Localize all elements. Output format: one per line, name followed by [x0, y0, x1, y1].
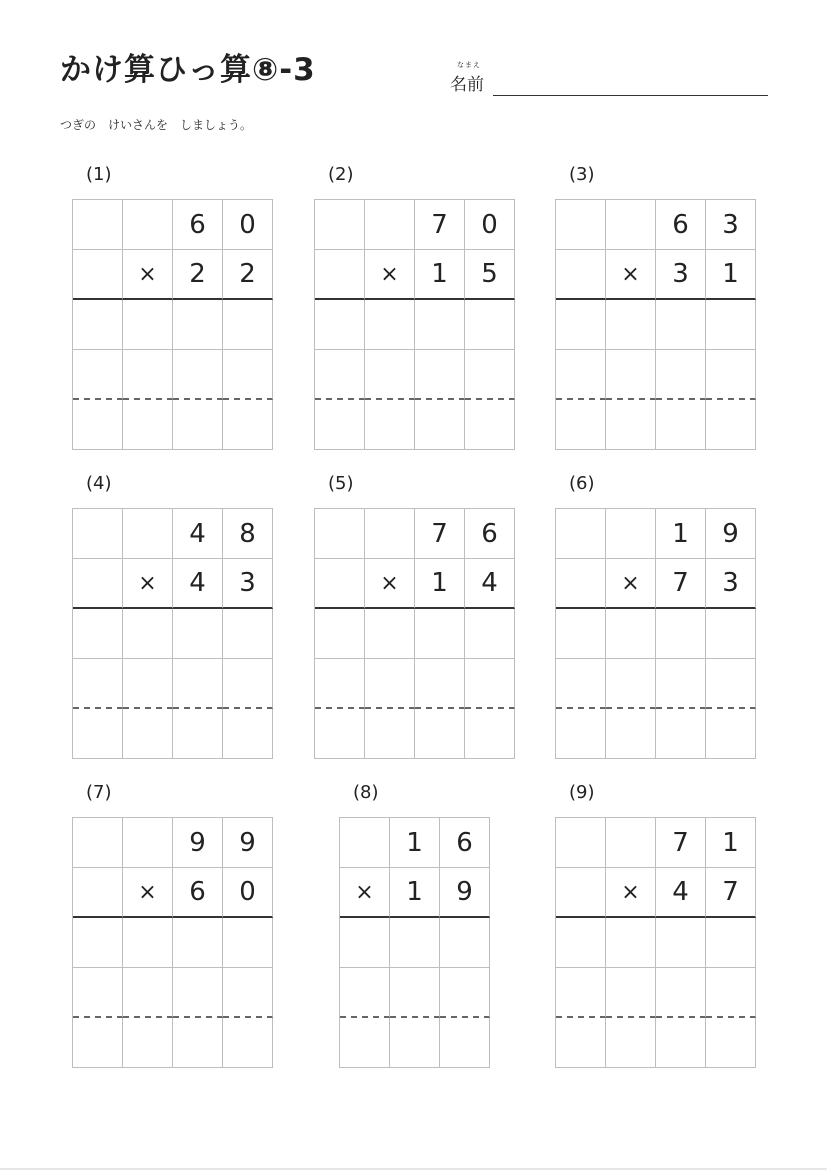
answer-cell[interactable] — [556, 350, 606, 400]
answer-cell[interactable] — [390, 968, 440, 1018]
multiplicand-digit — [556, 509, 606, 559]
answer-cell[interactable] — [365, 400, 415, 450]
answer-cell[interactable] — [73, 300, 123, 350]
multiplier-digit: 3 — [223, 559, 273, 609]
answer-cell[interactable] — [606, 968, 656, 1018]
answer-cell[interactable] — [173, 968, 223, 1018]
answer-cell[interactable] — [656, 300, 706, 350]
answer-cell[interactable] — [223, 400, 273, 450]
multiplicand-digit: 0 — [465, 200, 515, 250]
multiplicand-digit: 6 — [173, 200, 223, 250]
answer-cell[interactable] — [656, 350, 706, 400]
problem-grid — [72, 817, 273, 1068]
multiplier-digit — [556, 250, 606, 300]
answer-cell[interactable] — [465, 609, 515, 659]
answer-cell[interactable] — [73, 400, 123, 450]
answer-cell[interactable] — [465, 400, 515, 450]
answer-cell[interactable] — [223, 918, 273, 968]
problem-label: (1) — [86, 164, 112, 185]
answer-cell[interactable] — [73, 350, 123, 400]
multiplicand-digit — [73, 200, 123, 250]
answer-cell[interactable] — [73, 1018, 123, 1068]
instruction-text: つぎの けいさんを しましょう。 — [60, 118, 253, 132]
answer-cell[interactable] — [73, 609, 123, 659]
multiplier-digit: 4 — [465, 559, 515, 609]
multiplier-digit — [73, 250, 123, 300]
multiplier-digit: 7 — [656, 559, 706, 609]
multiplier-digit — [556, 559, 606, 609]
multiplicand-digit — [73, 818, 123, 868]
answer-cell[interactable] — [606, 918, 656, 968]
answer-cell[interactable] — [365, 659, 415, 709]
answer-cell[interactable] — [390, 918, 440, 968]
multiplicand-digit: 9 — [173, 818, 223, 868]
multiplicand-digit — [123, 200, 173, 250]
times-sign: × — [606, 250, 656, 300]
answer-cell[interactable] — [173, 918, 223, 968]
times-sign: × — [123, 250, 173, 300]
multiplicand-digit — [606, 818, 656, 868]
answer-cell[interactable] — [556, 659, 606, 709]
answer-cell[interactable] — [440, 968, 490, 1018]
answer-cell[interactable] — [73, 709, 123, 759]
times-sign: × — [123, 559, 173, 609]
answer-cell[interactable] — [606, 400, 656, 450]
multiplicand-digit: 7 — [415, 200, 465, 250]
problem-grid — [555, 199, 756, 450]
answer-cell[interactable] — [706, 918, 756, 968]
answer-cell[interactable] — [606, 659, 656, 709]
multiplicand-digit — [606, 200, 656, 250]
multiplier-digit: 1 — [390, 868, 440, 918]
name-label: 名前 — [450, 75, 484, 95]
multiplicand-digit — [365, 200, 415, 250]
problem-label: (2) — [328, 164, 354, 185]
answer-cell[interactable] — [656, 609, 706, 659]
multiplicand-digit: 3 — [706, 200, 756, 250]
times-sign: × — [365, 559, 415, 609]
multiplicand-digit: 6 — [440, 818, 490, 868]
multiplier-digit — [556, 868, 606, 918]
multiplicand-digit — [340, 818, 390, 868]
answer-cell[interactable] — [365, 300, 415, 350]
answer-cell[interactable] — [223, 350, 273, 400]
multiplicand-digit — [315, 509, 365, 559]
multiplicand-digit: 4 — [173, 509, 223, 559]
times-sign: × — [123, 868, 173, 918]
multiplicand-digit: 7 — [656, 818, 706, 868]
answer-cell[interactable] — [173, 300, 223, 350]
answer-cell[interactable] — [173, 400, 223, 450]
multiplier-digit: 9 — [440, 868, 490, 918]
name-write-line[interactable] — [493, 95, 768, 96]
answer-cell[interactable] — [340, 918, 390, 968]
multiplicand-digit: 6 — [465, 509, 515, 559]
answer-cell[interactable] — [556, 709, 606, 759]
answer-cell[interactable] — [415, 609, 465, 659]
multiplicand-digit — [365, 509, 415, 559]
multiplicand-digit: 9 — [223, 818, 273, 868]
multiplier-digit — [73, 559, 123, 609]
answer-cell[interactable] — [465, 709, 515, 759]
answer-cell[interactable] — [123, 350, 173, 400]
name-ruby: なまえ — [457, 61, 481, 69]
answer-cell[interactable] — [415, 659, 465, 709]
answer-cell[interactable] — [556, 968, 606, 1018]
problem-label: (6) — [569, 473, 595, 494]
times-sign: × — [340, 868, 390, 918]
multiplicand-digit: 6 — [656, 200, 706, 250]
answer-cell[interactable] — [223, 709, 273, 759]
answer-cell[interactable] — [656, 968, 706, 1018]
problem-grid — [72, 508, 273, 759]
answer-cell[interactable] — [656, 709, 706, 759]
answer-cell[interactable] — [706, 609, 756, 659]
multiplier-digit: 1 — [415, 559, 465, 609]
answer-cell[interactable] — [365, 609, 415, 659]
answer-cell[interactable] — [415, 709, 465, 759]
multiplier-digit: 4 — [656, 868, 706, 918]
answer-cell[interactable] — [173, 1018, 223, 1068]
answer-cell[interactable] — [656, 918, 706, 968]
times-sign: × — [606, 868, 656, 918]
multiplier-digit: 5 — [465, 250, 515, 300]
problem-grid — [314, 199, 515, 450]
answer-cell[interactable] — [123, 659, 173, 709]
answer-cell[interactable] — [465, 300, 515, 350]
multiplier-digit: 6 — [173, 868, 223, 918]
answer-cell[interactable] — [173, 709, 223, 759]
problem-label: (3) — [569, 164, 595, 185]
answer-cell[interactable] — [315, 400, 365, 450]
answer-cell[interactable] — [606, 709, 656, 759]
answer-cell[interactable] — [606, 1018, 656, 1068]
answer-cell[interactable] — [123, 918, 173, 968]
multiplier-digit: 7 — [706, 868, 756, 918]
answer-cell[interactable] — [440, 1018, 490, 1068]
answer-cell[interactable] — [656, 659, 706, 709]
times-sign: × — [365, 250, 415, 300]
answer-cell[interactable] — [73, 918, 123, 968]
worksheet-title: かけ算ひっ算⑧-3 — [60, 52, 316, 88]
multiplicand-digit — [123, 818, 173, 868]
multiplicand-digit: 9 — [706, 509, 756, 559]
answer-cell[interactable] — [415, 350, 465, 400]
answer-cell[interactable] — [706, 968, 756, 1018]
answer-cell[interactable] — [390, 1018, 440, 1068]
multiplicand-digit — [73, 509, 123, 559]
answer-cell[interactable] — [223, 659, 273, 709]
multiplier-digit: 3 — [656, 250, 706, 300]
answer-cell[interactable] — [415, 400, 465, 450]
multiplier-digit: 3 — [706, 559, 756, 609]
multiplicand-digit: 8 — [223, 509, 273, 559]
answer-cell[interactable] — [123, 609, 173, 659]
answer-cell[interactable] — [556, 400, 606, 450]
answer-cell[interactable] — [606, 350, 656, 400]
answer-cell[interactable] — [123, 300, 173, 350]
answer-cell[interactable] — [706, 400, 756, 450]
multiplicand-digit — [556, 200, 606, 250]
answer-cell[interactable] — [315, 709, 365, 759]
multiplier-digit: 4 — [173, 559, 223, 609]
problem-grid — [555, 508, 756, 759]
multiplier-digit: 1 — [415, 250, 465, 300]
multiplicand-digit: 1 — [656, 509, 706, 559]
answer-cell[interactable] — [315, 659, 365, 709]
answer-cell[interactable] — [223, 300, 273, 350]
multiplicand-digit: 1 — [706, 818, 756, 868]
answer-cell[interactable] — [315, 609, 365, 659]
answer-cell[interactable] — [123, 709, 173, 759]
problem-grid — [314, 508, 515, 759]
multiplicand-digit: 1 — [390, 818, 440, 868]
multiplier-digit: 1 — [706, 250, 756, 300]
answer-cell[interactable] — [73, 968, 123, 1018]
multiplicand-digit — [123, 509, 173, 559]
multiplier-digit: 0 — [223, 868, 273, 918]
answer-cell[interactable] — [556, 918, 606, 968]
answer-cell[interactable] — [223, 609, 273, 659]
answer-cell[interactable] — [606, 300, 656, 350]
name-field-area — [450, 60, 768, 96]
answer-cell[interactable] — [123, 1018, 173, 1068]
answer-cell[interactable] — [656, 1018, 706, 1068]
answer-cell[interactable] — [365, 709, 415, 759]
multiplicand-digit: 0 — [223, 200, 273, 250]
answer-cell[interactable] — [123, 400, 173, 450]
answer-cell[interactable] — [223, 1018, 273, 1068]
multiplier-digit — [315, 559, 365, 609]
answer-cell[interactable] — [415, 300, 465, 350]
problem-label: (8) — [353, 782, 379, 803]
answer-cell[interactable] — [440, 918, 490, 968]
answer-cell[interactable] — [706, 350, 756, 400]
problem-label: (5) — [328, 473, 354, 494]
multiplicand-digit: 7 — [415, 509, 465, 559]
answer-cell[interactable] — [315, 350, 365, 400]
answer-cell[interactable] — [706, 1018, 756, 1068]
answer-cell[interactable] — [340, 968, 390, 1018]
multiplier-digit — [315, 250, 365, 300]
answer-cell[interactable] — [465, 350, 515, 400]
problem-grid — [339, 817, 490, 1068]
answer-cell[interactable] — [223, 968, 273, 1018]
answer-cell[interactable] — [556, 609, 606, 659]
multiplier-digit: 2 — [173, 250, 223, 300]
answer-cell[interactable] — [556, 300, 606, 350]
multiplicand-digit — [315, 200, 365, 250]
answer-cell[interactable] — [73, 659, 123, 709]
problem-label: (4) — [86, 473, 112, 494]
answer-cell[interactable] — [656, 400, 706, 450]
answer-cell[interactable] — [315, 300, 365, 350]
answer-cell[interactable] — [706, 709, 756, 759]
problem-label: (7) — [86, 782, 112, 803]
multiplicand-digit — [556, 818, 606, 868]
answer-cell[interactable] — [173, 350, 223, 400]
times-sign: × — [606, 559, 656, 609]
answer-cell[interactable] — [365, 350, 415, 400]
problem-grid — [72, 199, 273, 450]
problem-grid — [555, 817, 756, 1068]
problem-label: (9) — [569, 782, 595, 803]
answer-cell[interactable] — [173, 609, 223, 659]
multiplier-digit: 2 — [223, 250, 273, 300]
answer-cell[interactable] — [173, 659, 223, 709]
answer-cell[interactable] — [706, 659, 756, 709]
answer-cell[interactable] — [606, 609, 656, 659]
answer-cell[interactable] — [465, 659, 515, 709]
answer-cell[interactable] — [123, 968, 173, 1018]
multiplier-digit — [73, 868, 123, 918]
answer-cell[interactable] — [556, 1018, 606, 1068]
answer-cell[interactable] — [706, 300, 756, 350]
answer-cell[interactable] — [340, 1018, 390, 1068]
multiplicand-digit — [606, 509, 656, 559]
